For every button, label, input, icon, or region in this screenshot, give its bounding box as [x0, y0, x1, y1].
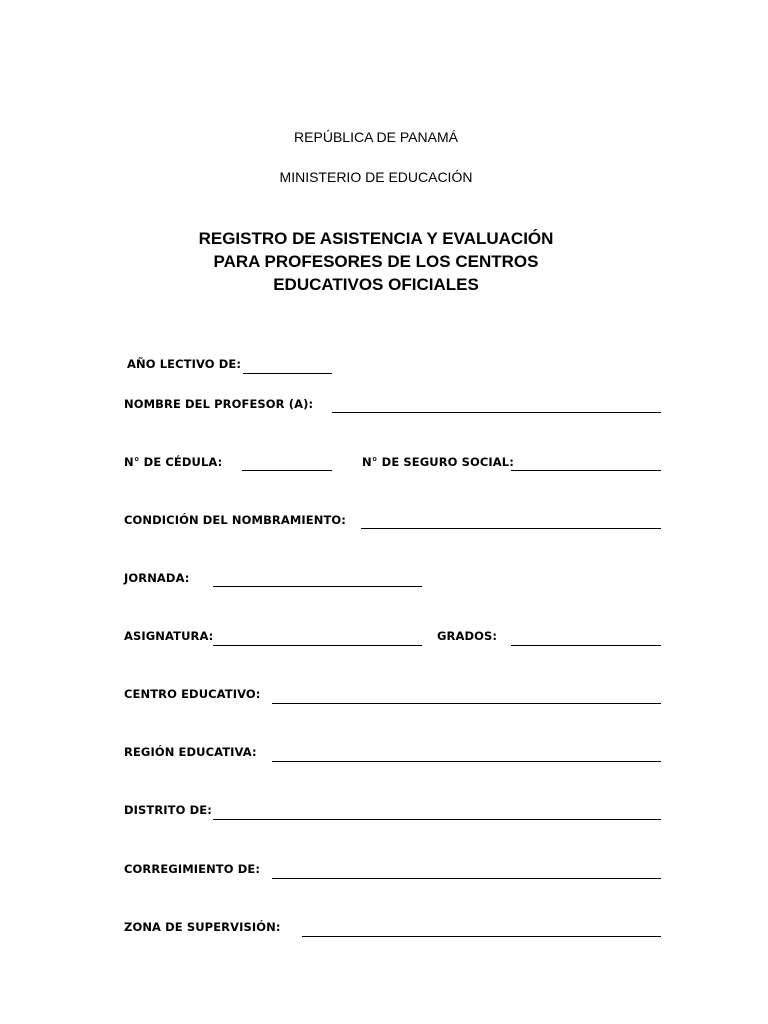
grades-field[interactable] [511, 645, 661, 646]
appointment-condition-label: CONDICIÓN DEL NOMBRAMIENTO: [124, 513, 347, 527]
social-security-field[interactable] [511, 470, 661, 471]
form-title-line: REGISTRO DE ASISTENCIA Y EVALUACIÓN [198, 229, 554, 248]
school-year-field[interactable] [243, 373, 332, 374]
school-field[interactable] [272, 703, 661, 704]
form-title-line: EDUCATIVOS OFICIALES [273, 275, 479, 294]
township-label: CORREGIMIENTO DE: [124, 862, 261, 876]
township-field[interactable] [272, 878, 661, 879]
republic-heading: REPÚBLICA DE PANAMÁ [294, 129, 458, 145]
social-security-label: N° DE SEGURO SOCIAL: [362, 455, 514, 469]
id-number-label: N° DE CÉDULA: [124, 455, 223, 469]
appointment-condition-field[interactable] [361, 528, 661, 529]
teacher-name-field[interactable] [332, 412, 661, 413]
id-number-field[interactable] [242, 470, 332, 471]
teacher-name-label: NOMBRE DEL PROFESOR (A): [124, 397, 314, 411]
region-label: REGIÓN EDUCATIVA: [124, 745, 257, 759]
ministry-heading: MINISTERIO DE EDUCACIÓN [279, 169, 473, 185]
supervision-zone-field[interactable] [302, 936, 661, 937]
region-field[interactable] [272, 761, 661, 762]
shift-field[interactable] [213, 586, 422, 587]
school-label: CENTRO EDUCATIVO: [124, 687, 261, 701]
district-label: DISTRITO DE: [124, 803, 212, 817]
subject-label: ASIGNATURA: [124, 629, 214, 643]
grades-label: GRADOS: [437, 629, 498, 643]
supervision-zone-label: ZONA DE SUPERVISIÓN: [124, 920, 281, 934]
subject-field[interactable] [213, 645, 422, 646]
form-title-line: PARA PROFESORES DE LOS CENTROS [213, 252, 539, 271]
school-year-label: AÑO LECTIVO DE: [127, 357, 242, 371]
district-field[interactable] [213, 819, 661, 820]
form-title [0, 227, 752, 296]
shift-label: JORNADA: [124, 571, 190, 585]
